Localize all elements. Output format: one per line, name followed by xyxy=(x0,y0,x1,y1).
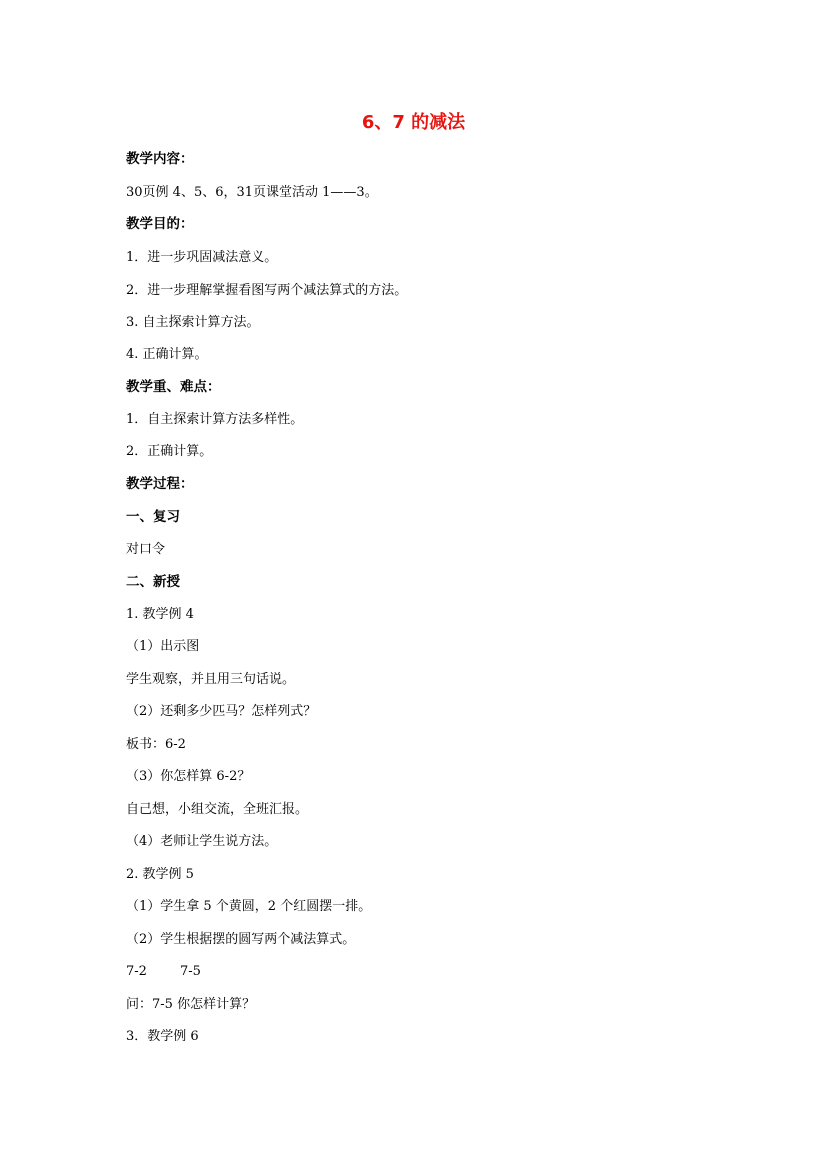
paragraph: （1）出示图 xyxy=(126,639,200,654)
list-item: 1．进一步巩固减法意义。 xyxy=(126,250,278,265)
heading-teaching-process: 教学过程： xyxy=(126,476,194,492)
section-heading-new-lesson: 二、新授 xyxy=(126,574,180,590)
paragraph: （2）还剩多少匹马？怎样列式？ xyxy=(126,704,317,719)
list-item: 2．进一步理解掌握看图写两个减法算式的方法。 xyxy=(126,283,408,298)
paragraph: （4）老师让学生说方法。 xyxy=(126,834,278,849)
paragraph: 板书：6-2 xyxy=(126,737,186,752)
paragraph: 2. 教学例 5 xyxy=(126,867,194,882)
section-heading-review: 一、复习 xyxy=(126,509,180,525)
paragraph: （3）你怎样算 6-2？ xyxy=(126,769,251,784)
heading-key-points: 教学重、难点： xyxy=(126,379,221,395)
paragraph: 1. 教学例 4 xyxy=(126,607,194,622)
list-item: 1．自主探索计算方法多样性。 xyxy=(126,412,304,427)
list-item: 4. 正确计算。 xyxy=(126,347,208,362)
paragraph: 30页例 4、5、6，31页课堂活动 1——3。 xyxy=(126,185,378,200)
list-item: 3. 自主探索计算方法。 xyxy=(126,315,260,330)
heading-teaching-goals: 教学目的： xyxy=(126,216,194,232)
paragraph: （2）学生根据摆的圆写两个减法算式。 xyxy=(126,932,356,947)
paragraph: 3．教学例 6 xyxy=(126,1029,199,1044)
paragraph: 问：7-5 你怎样计算？ xyxy=(126,997,256,1012)
paragraph: 自己想，小组交流，全班汇报。 xyxy=(126,802,309,817)
heading-teaching-content: 教学内容： xyxy=(126,151,194,167)
document-title: 6、7 的减法 xyxy=(361,112,466,133)
paragraph: （1）学生拿 5 个黄圆，2 个红圆摆一排。 xyxy=(126,899,372,914)
paragraph: 7-2 7-5 xyxy=(126,964,201,979)
list-item: 2．正确计算。 xyxy=(126,444,213,459)
paragraph: 对口令 xyxy=(126,542,166,557)
paragraph: 学生观察，并且用三句话说。 xyxy=(126,672,296,687)
